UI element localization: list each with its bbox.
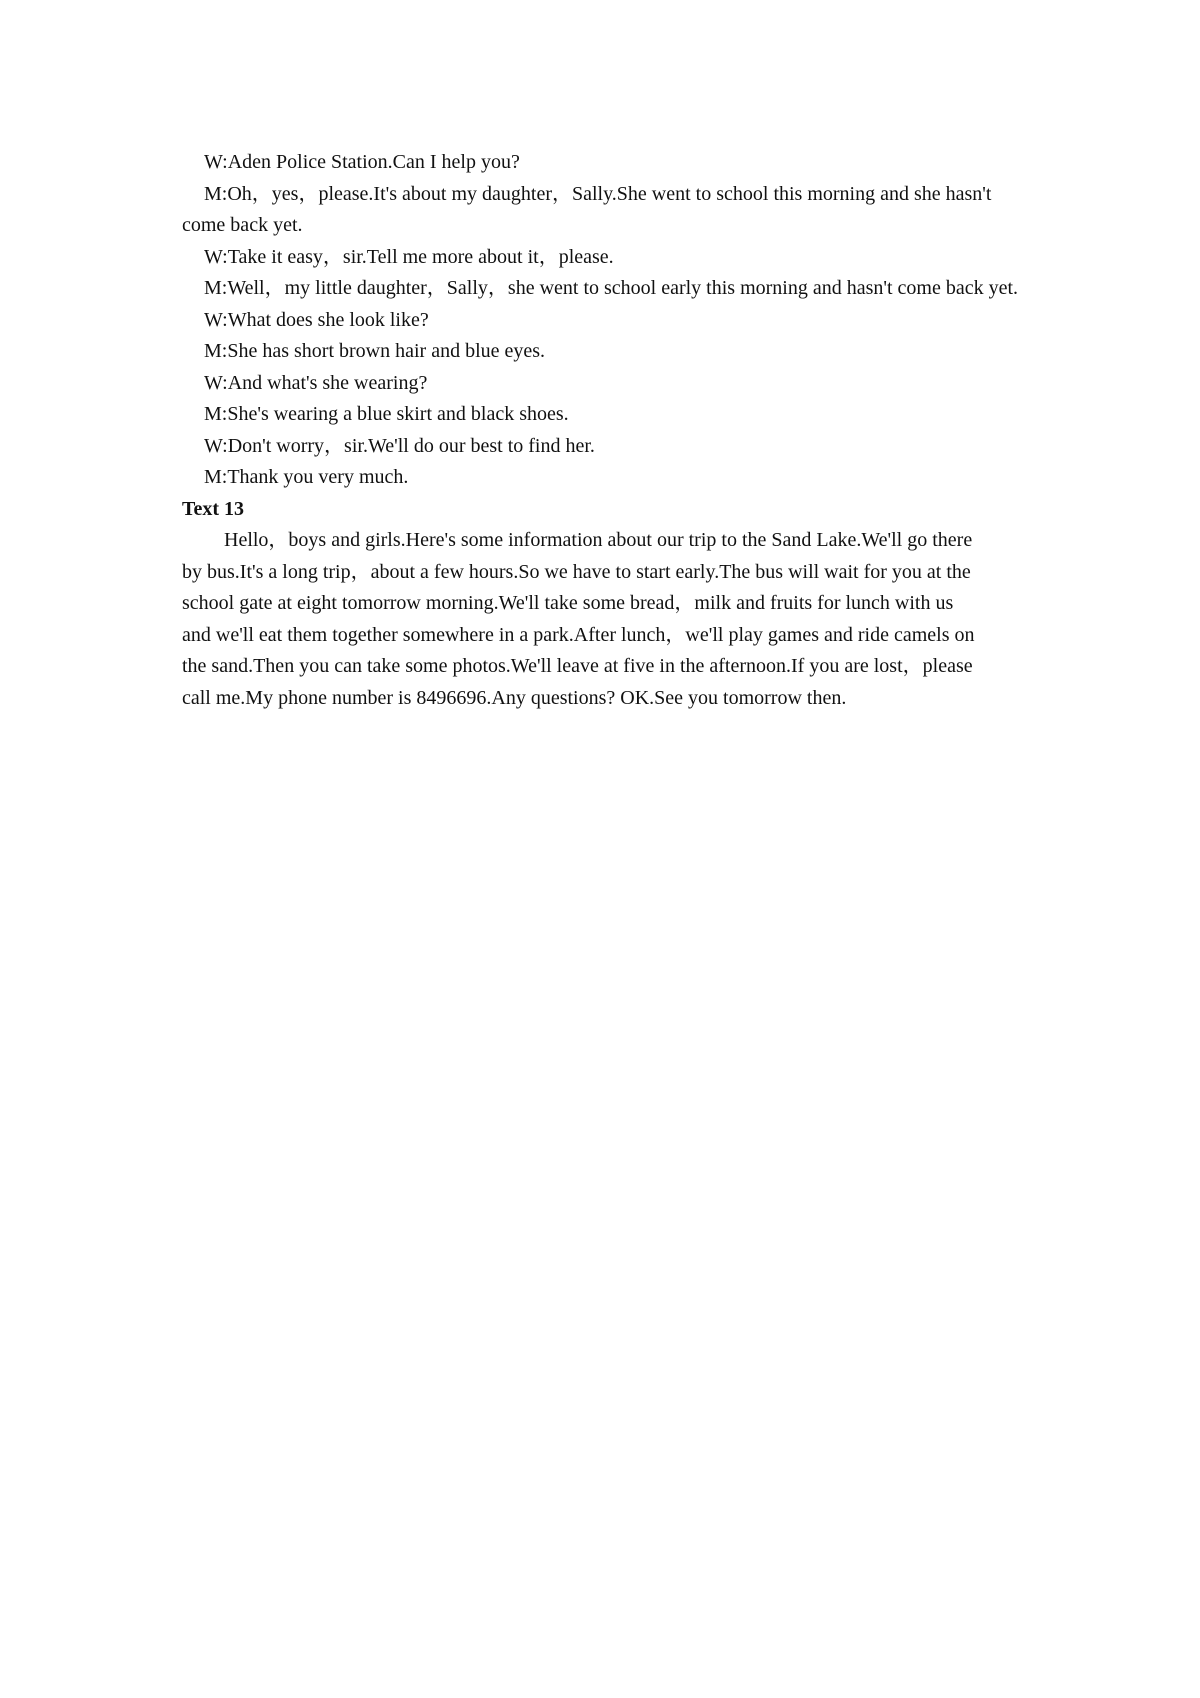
section-heading: Text 13 <box>182 497 245 520</box>
dialogue-line: M:Thank you very much. <box>204 466 409 488</box>
dialogue-line: W:And what's she wearing? <box>204 371 428 394</box>
dialogue-line: M:Oh，yes，please.It's about my daughter，Sally.She went to school this morning and she hasn't come back yet. <box>182 182 992 236</box>
document-content <box>182 147 1027 714</box>
dialogue-line: M:She's wearing a blue skirt and black shoes. <box>204 403 569 425</box>
dialogue-line: W:What does she look like? <box>204 308 429 331</box>
dialogue-line: M:She has short brown hair and blue eyes. <box>204 340 546 362</box>
dialogue-line: W:Don't worry，sir.We'll do our best to find her. <box>204 434 595 457</box>
dialogue-line: W:Take it easy，sir.Tell me more about it，please. <box>204 245 614 268</box>
dialogue-line: W:Aden Police Station.Can I help you? <box>204 151 520 173</box>
dialogue-line: M:Well，my little daughter，Sally，she went to school early this morning and hasn't come back yet. <box>204 277 1019 299</box>
text13-paragraph: Hello，boys and girls.Here's some information about our trip to the Sand Lake.We'll go there by bus.It's a long trip，about a few hours.So we have to start early.The bus will wait for you at the school gate at eight tomorrow morning.We'll take some bread，milk and fruits for lunch with us and we'll eat them together somewhere in a park.After lunch，we'll play games and ride camels on the sand.Then you can take some photos.We'll leave at five in the afternoon.If you are lost，please call me.My phone number is 8496696.Any questions? OK.See you tomorrow then. <box>182 529 975 709</box>
